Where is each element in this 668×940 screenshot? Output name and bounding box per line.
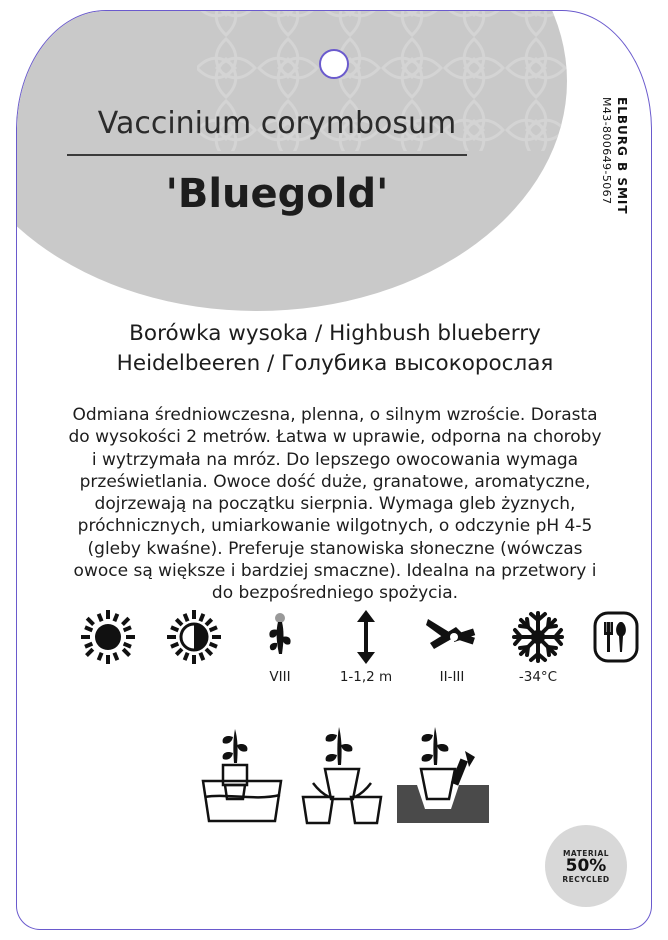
common-names-block [17, 319, 652, 378]
latin-name: Vaccinium corymbosum [97, 106, 457, 141]
recycled-badge-value: 50% [565, 855, 607, 876]
recycled-material-badge [545, 825, 627, 907]
planting-step-unpot [295, 723, 391, 828]
icon-label-frost: -34°C [518, 669, 558, 685]
common-names-line-1: Borówka wysoka / Highbush blueberry [129, 321, 541, 346]
icon-cell-frost [493, 609, 583, 685]
half-sun-icon [149, 609, 239, 665]
planting-step-plant [395, 723, 491, 828]
title-divider [67, 154, 467, 156]
icon-label-height: 1-1,2 m [339, 669, 393, 685]
care-icon-row [63, 609, 611, 709]
side-code-block [600, 97, 633, 317]
description-text: Odmiana średniowczesna, plenna, o silnym wzroście. Dorasta do wysokości 2 metrów. Łatwa w uprawie, odporna na choroby i wytrzymała na mróz. Do lepszego owocowania wymaga prześwietlania. Owoce dość duże, granatowe, aromatyczne, dojrzewają na początku sierpnia. Wymaga gleb żyznych, próchnicznych, umiarkowanie wilgotnych, o odczynie pH 4-5 (gleby kwaśne). Preferuje stanowiska słoneczne (wówczas owoce są większe i bardziej smaczne). Idealna na przetwory i do bezpośredniego spożycia. [68, 405, 602, 604]
plant-label-card [16, 10, 652, 930]
planting-instructions-row [195, 723, 495, 828]
planting-step-soak [195, 723, 291, 828]
header-decorative-shape [16, 10, 567, 311]
icon-cell-half-sun [149, 609, 239, 669]
icon-cell-flowering [235, 609, 325, 685]
pruning-shears-icon [407, 609, 497, 665]
article-code-text: M43-800649-5067 [600, 97, 613, 205]
flowering-month-icon [235, 609, 325, 665]
icon-cell-full-sun [63, 609, 153, 669]
snowflake-frost-icon [493, 609, 583, 665]
edible-cutlery-icon [571, 609, 652, 665]
height-arrow-icon [321, 609, 411, 665]
full-sun-icon [63, 609, 153, 665]
icon-cell-edible [571, 609, 652, 669]
icon-label-flowering: VIII [269, 669, 291, 685]
recycled-badge-bottom-text: RECYCLED [562, 874, 610, 884]
cultivar-name: 'Bluegold' [165, 171, 389, 217]
hanging-hole [319, 49, 349, 79]
brand-code-text: ELBURG B SMIT [615, 97, 629, 215]
icon-cell-height [321, 609, 411, 685]
floral-pattern-icon [16, 10, 567, 311]
recycled-badge-top-text: MATERIAL [562, 848, 610, 858]
common-names-line-2: Heidelbeeren / Голубика высокорослая [116, 350, 554, 376]
icon-cell-pruning [407, 609, 497, 685]
icon-label-pruning: II-III [439, 669, 465, 685]
